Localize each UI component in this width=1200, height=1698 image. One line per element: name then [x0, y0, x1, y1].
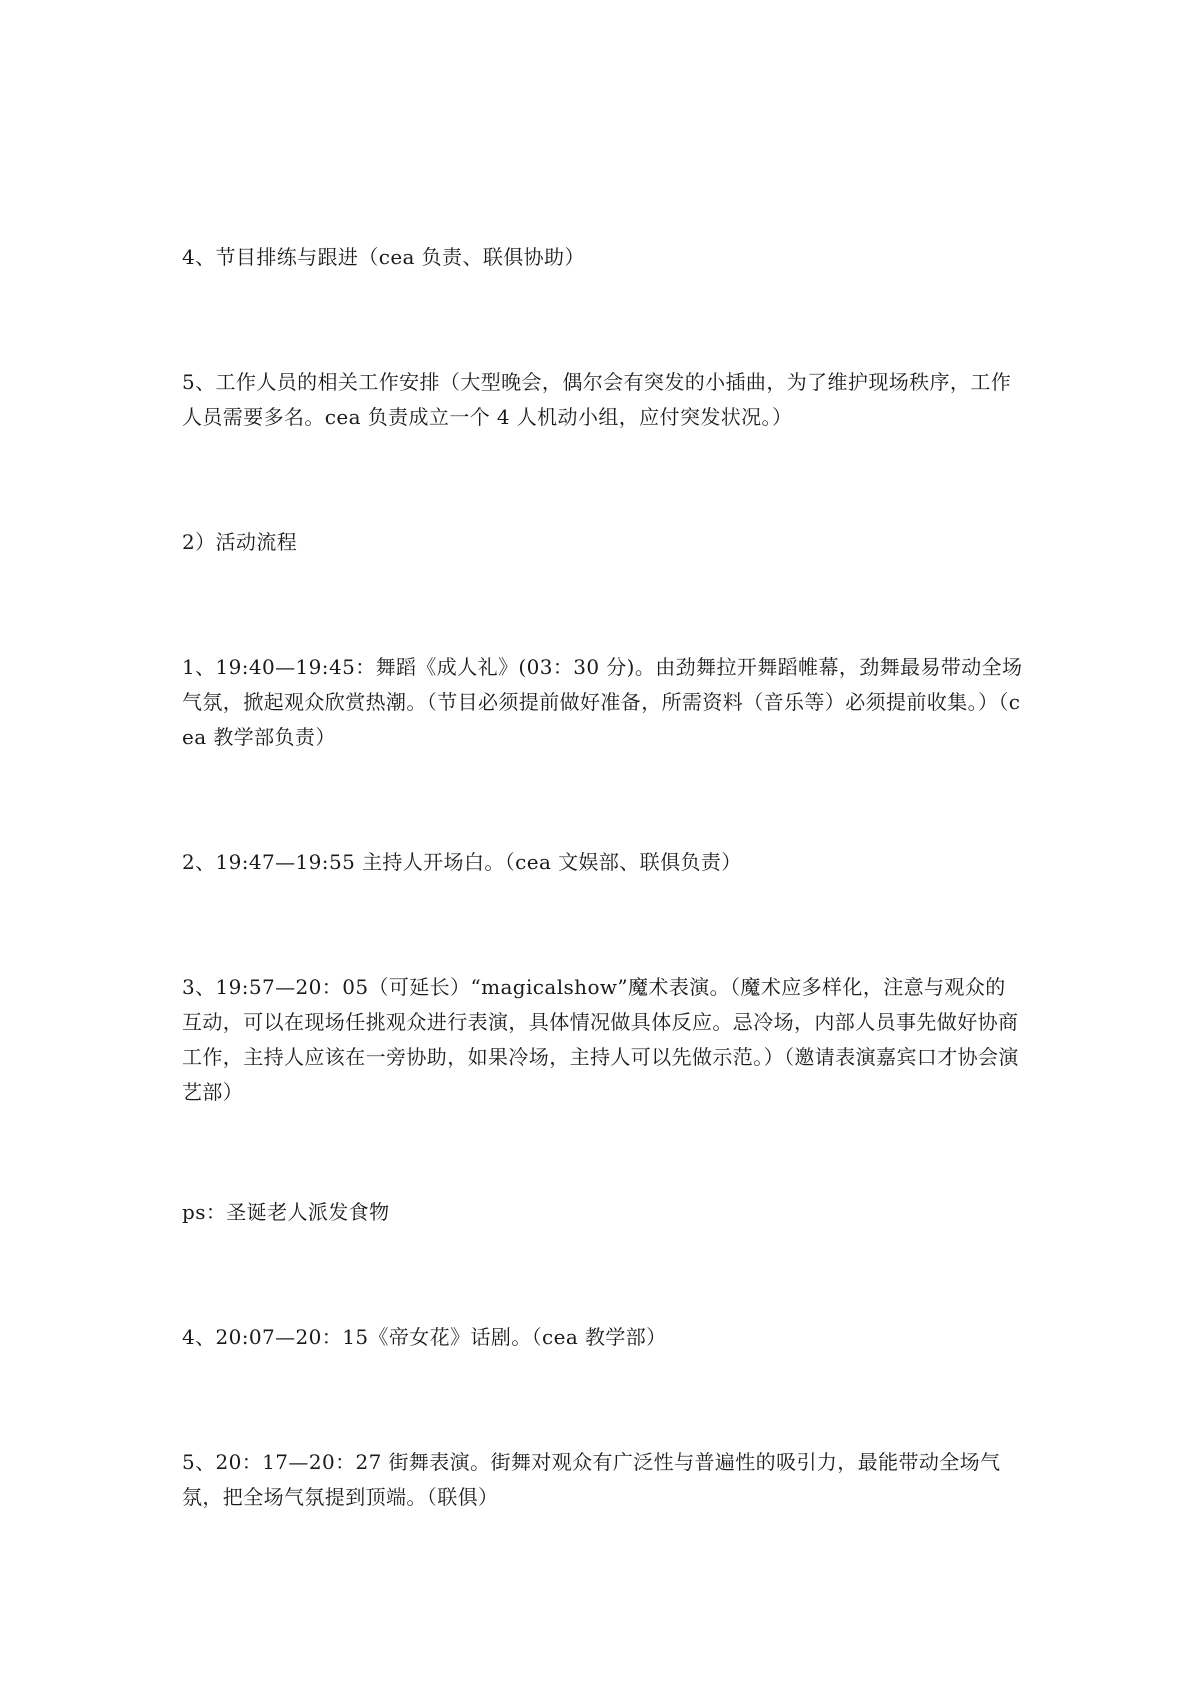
paragraph-flow-item-2: 2、19:47—19:55 主持人开场白。（cea 文娱部、联俱负责） — [182, 850, 742, 874]
paragraph-ps-note: ps：圣诞老人派发食物 — [182, 1200, 390, 1224]
section-heading-activity-flow: 2）活动流程 — [182, 530, 298, 554]
paragraph-flow-item-1: 1、19:40—19:45：舞蹈《成人礼》(03：30 分)。由劲舞拉开舞蹈帷幕，劲舞最易带动全场气氛，掀起观众欣赏热潮。（节目必须提前做好准备，所需资料（音乐等）必须提前收集。）（cea 教学部负责） — [182, 655, 1023, 749]
paragraph-flow-item-5: 5、20：17—20：27 街舞表演。街舞对观众有广泛性与普遍性的吸引力，最能带动全场气氛，把全场气氛提到顶端。（联俱） — [182, 1450, 1001, 1509]
paragraph-staff-arrangement: 5、工作人员的相关工作安排（大型晚会，偶尔会有突发的小插曲，为了维护现场秩序，工作人员需要多名。cea 负责成立一个 4 人机动小组，应付突发状况。） — [182, 370, 1012, 429]
paragraph-rehearsal: 4、节目排练与跟进（cea 负责、联俱协助） — [182, 245, 585, 269]
paragraph-flow-item-3: 3、19:57—20：05（可延长）“magicalshow”魔术表演。（魔术应多样化，注意与观众的互动，可以在现场任挑观众进行表演，具体情况做具体反应。忌冷场，内部人员事先做好协商工作，主持人应该在一旁协助，如果冷场，主持人可以先做示范。）（邀请表演嘉宾口才协会演艺部） — [182, 975, 1019, 1104]
paragraph-flow-item-4: 4、20:07—20：15《帝女花》话剧。（cea 教学部） — [182, 1325, 667, 1349]
